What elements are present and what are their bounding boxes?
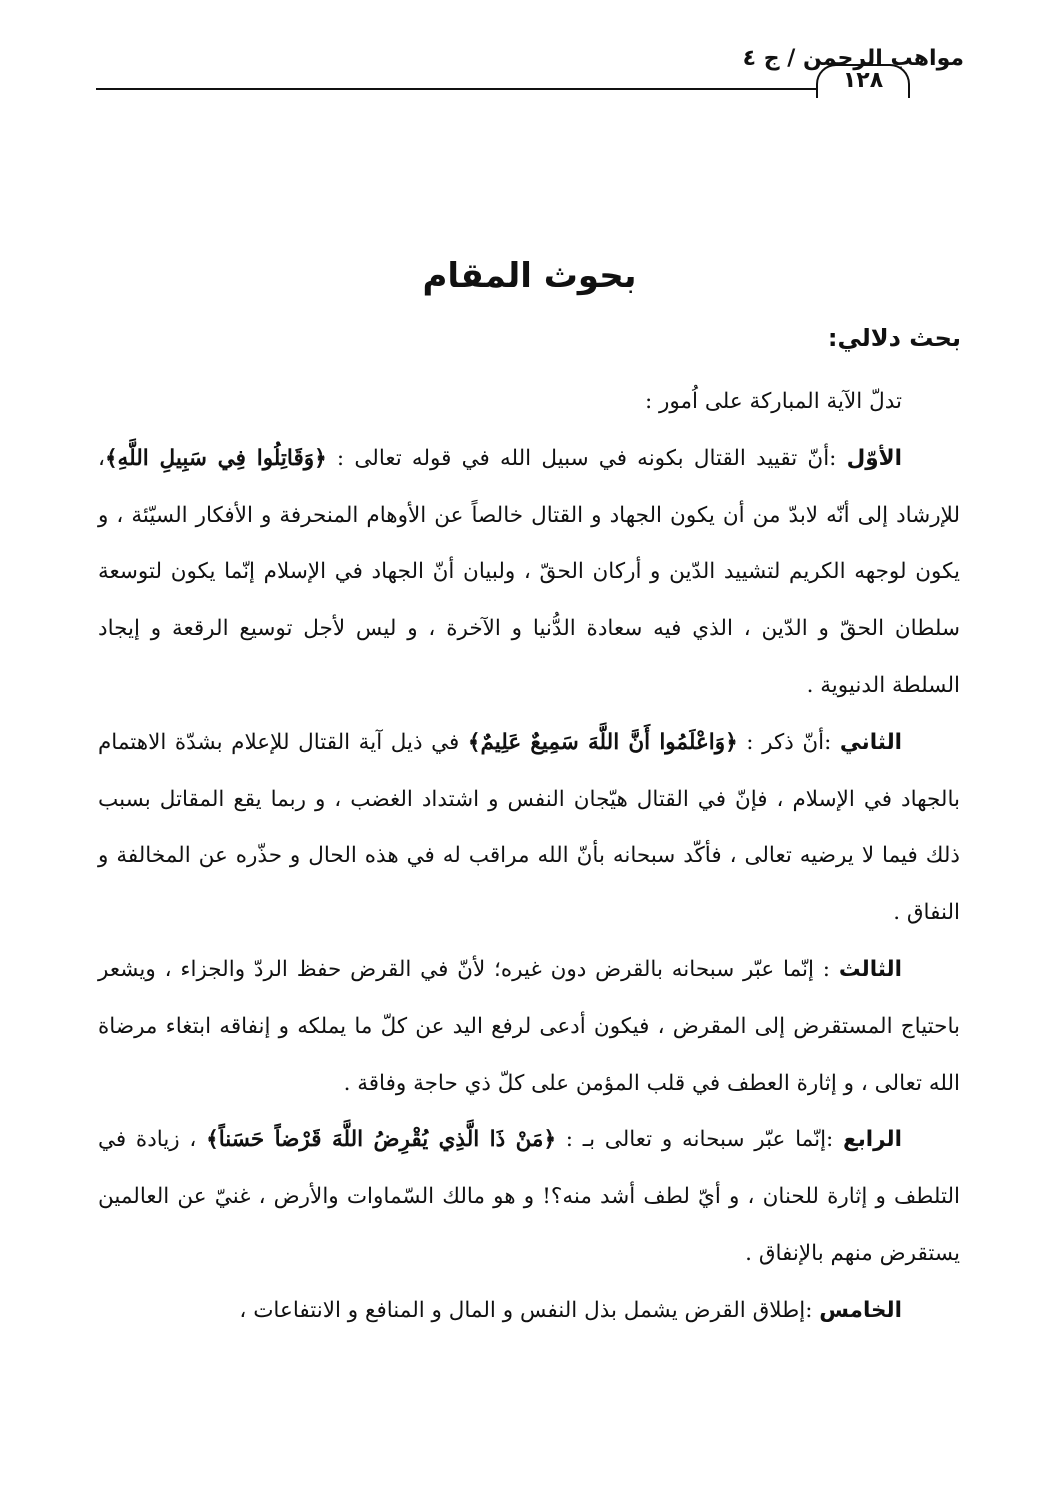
point-text: ، زيادة في التلطف و إثارة للحنان ، و أيّ لطف أشد منه؟! و هو مالك السّماوات والأرض ، غنيّ عن العالمين يستقرض منهم بالإنفاق . [98,1127,960,1266]
quran-quote: ﴿مَنْ ذَا الَّذِي يُقْرِضُ اللَّهَ قَرْضاً حَسَناً﴾ [206,1127,557,1153]
page-number: ١٢٨ [842,68,884,93]
body-text [98,374,960,1340]
point-text: :أنّ ذكر : [737,729,840,755]
quran-quote: ﴿وَقَاتِلُوا فِي سَبِيلِ اللَّهِ﴾ [104,445,327,471]
point-text: :إنّما عبّر سبحانه و تعالى بـ : [556,1127,844,1153]
section-title: بحوث المقام [422,256,637,296]
point-text: ، للإرشاد إلى أنّه لابدّ من أن يكون الجهاد و القتال خالصاً عن الأوهام المنحرفة و الأفكار السيّئة ، و يكون لوجهه الكريم لتشييد الدّين و أركان الحقّ ، ولبيان أنّ الجهاد في الإسلام إنّما يكون لتوسعة سلطان الحقّ و الدّين ، الذي فيه سعادة الدُّنيا و الآخرة ، و ليس لأجل توسيع الرقعة و إيجاد السلطة الدنيوية . [98,445,960,698]
point-paragraph-3 [98,942,960,1112]
point-text: :إطلاق القرض يشمل بذل النفس و المال و المنافع و الانتفاعات ، [239,1297,820,1323]
point-label: الأوّل [846,445,903,471]
point-paragraph-2 [98,715,960,942]
quran-quote: ﴿وَاعْلَمُوا أَنَّ اللَّهَ سَمِيعٌ عَلِيمٌ﴾ [467,729,738,755]
book-title: مواهب الرحمن / ج ٤ [742,46,964,71]
point-label: الرابع [843,1127,902,1153]
point-label: الثالث [838,956,902,982]
subheading: بحث دلالي: [827,324,961,352]
intro-paragraph: تدلّ الآية المباركة على اُمور : [644,389,902,414]
header-rule [96,88,816,90]
point-text: : إنّما عبّر سبحانه بالقرض دون غيره؛ لأنّ في القرض حفظ الردّ والجزاء ، ويشعر باحتياج المستقرض إلى المقرض ، فيكون أدعى لرفع اليد عن كلّ ما يملكه و إنفاقه ابتغاء مرضاة الله تعالى ، و إثارة العطف في قلب المؤمن على كلّ ذي حاجة وفاقة . [98,956,960,1096]
point-label: الثاني [839,729,903,755]
point-paragraph-5 [98,1283,960,1340]
point-paragraph-1 [98,431,960,715]
point-label: الخامس [819,1297,902,1323]
point-paragraph-4 [98,1112,960,1282]
point-text: :أنّ تقييد القتال بكونه في سبيل الله في قوله تعالى : [326,445,847,471]
point-text: في ذيل آية القتال للإعلام بشدّة الاهتمام بالجهاد في الإسلام ، فإنّ في القتال هيّجان النفس و اشتداد الغضب ، و ربما يقع المقاتل بسبب ذلك فيما لا يرضيه تعالى ، فأكّد سبحانه بأنّ الله مراقب له في هذه الحال و حذّره عن المخالفة و النفاق . [98,729,960,926]
running-header [96,40,964,96]
